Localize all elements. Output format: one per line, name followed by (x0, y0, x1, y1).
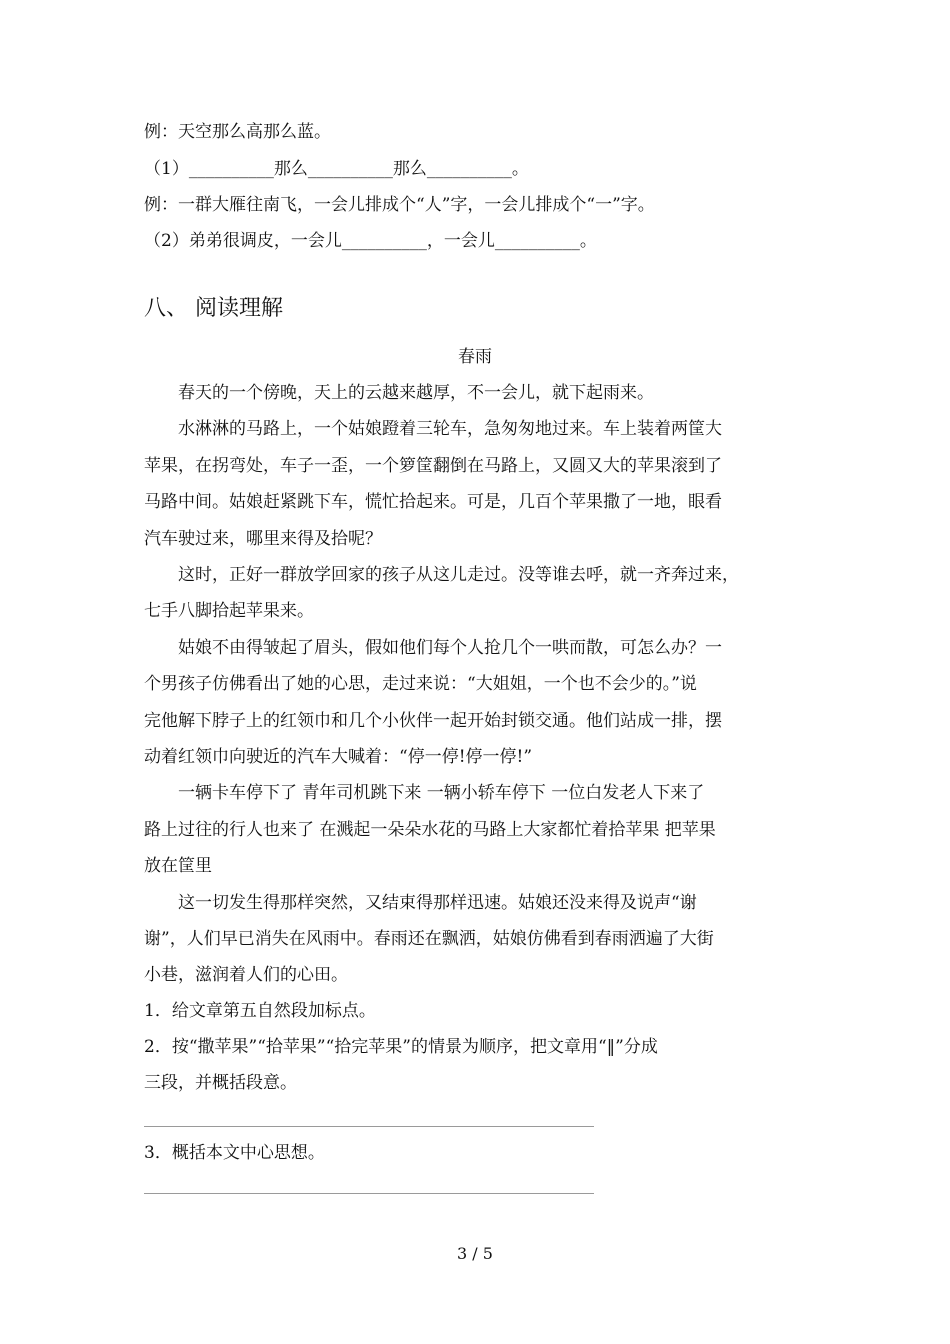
article-line: 这一切发生得那样突然，又结束得那样迅速。姑娘还没来得及说声“谢 (178, 893, 697, 913)
exercise-line-1: （1）__________那么__________那么__________。 (144, 159, 529, 179)
answer-line (144, 1126, 594, 1127)
example-line-1: 例：天空那么高那么蓝。 (144, 122, 331, 142)
article-line: 马路中间。姑娘赶紧跳下车，慌忙拾起来。可是，几百个苹果撒了一地，眼看 (144, 492, 722, 512)
article-line: 苹果，在拐弯处，车子一歪，一个箩筐翻倒在马路上，又圆又大的苹果滚到了 (144, 456, 722, 476)
question-3: 3．概括本文中心思想。 (144, 1143, 325, 1163)
article-line: 谢”，人们早已消失在风雨中。春雨还在飘洒，姑娘仿佛看到春雨洒遍了大街 (144, 929, 714, 949)
article-line: 七手八脚拾起苹果来。 (144, 601, 314, 621)
article-line: 姑娘不由得皱起了眉头，假如他们每个人抢几个一哄而散，可怎么办？一 (178, 638, 722, 658)
article-line: 汽车驶过来，哪里来得及拾呢？ (144, 529, 382, 549)
article-line: 一辆卡车停下了 青年司机跳下来 一辆小轿车停下 一位白发老人下来了 (178, 783, 705, 803)
article-title: 春雨 (458, 347, 492, 367)
article-line: 春天的一个傍晚，天上的云越来越厚，不一会儿，就下起雨来。 (178, 383, 654, 403)
exercise-line-2: （2）弟弟很调皮，一会儿__________，一会儿__________。 (144, 231, 597, 251)
section-title: 八、 阅读理解 (144, 296, 283, 321)
example-line-2: 例：一群大雁往南飞，一会儿排成个“人”字，一会儿排成个“一”字。 (144, 195, 655, 215)
question-2: 2．按“撒苹果”“拾苹果”“拾完苹果”的情景为顺序，把文章用“‖”分成 (144, 1037, 658, 1057)
page-number: 3 / 5 (457, 1244, 493, 1263)
article-line: 完他解下脖子上的红领巾和几个小伙伴一起开始封锁交通。他们站成一排，摆 (144, 711, 722, 731)
question-2-continued: 三段，并概括段意。 (144, 1073, 297, 1093)
question-1: 1．给文章第五自然段加标点。 (144, 1001, 376, 1021)
article-line: 小巷，滋润着人们的心田。 (144, 965, 348, 985)
article-line: 放在筐里 (144, 856, 212, 876)
article-line: 个男孩子仿佛看出了她的心思，走过来说：“大姐姐，一个也不会少的。”说 (144, 674, 697, 694)
article-line: 这时，正好一群放学回家的孩子从这儿走过。没等谁去呼，就一齐奔过来， (178, 565, 739, 585)
article-line: 路上过往的行人也来了 在溅起一朵朵水花的马路上大家都忙着拾苹果 把苹果 (144, 820, 716, 840)
article-line: 水淋淋的马路上，一个姑娘蹬着三轮车，急匆匆地过来。车上装着两筐大 (178, 419, 722, 439)
answer-line (144, 1193, 594, 1194)
article-line: 动着红领巾向驶近的汽车大喊着：“停一停!停一停!” (144, 747, 533, 767)
